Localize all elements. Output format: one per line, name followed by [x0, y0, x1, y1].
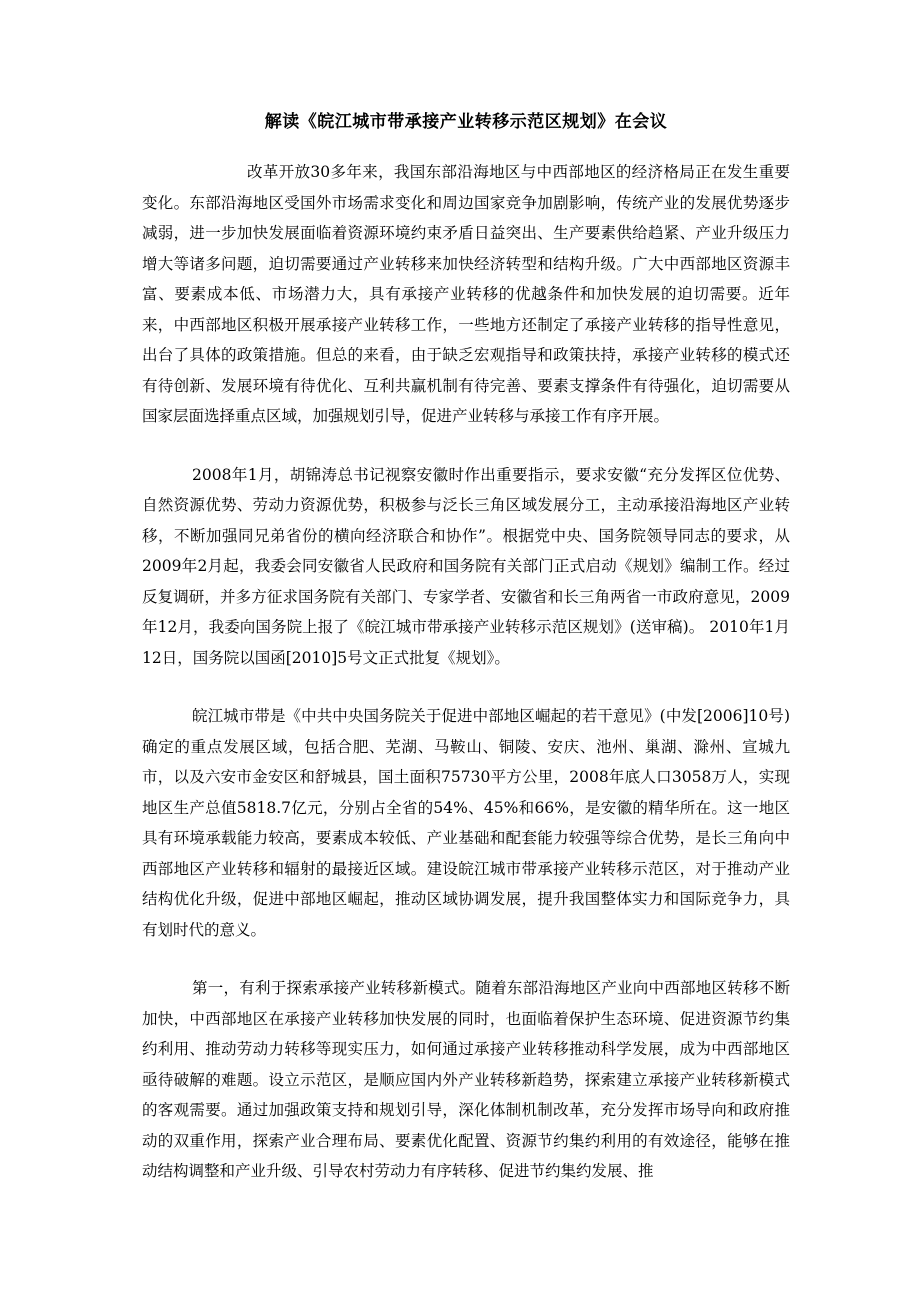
document-title: 解读《皖江城市带承接产业转移示范区规划》在会议: [264, 112, 668, 132]
paragraph-history: 2008年1月，胡锦涛总书记视察安徽时作出重要指示，要求安徽“充分发挥区位优势、自然资源优势、劳动力资源优势，积极参与泛长三角区域发展分工，主动承接沿海地区产业转移，不断加强同兄弟省份的横向经济联合和协作”。根据党中央、国务院领导同志的要求，从2009年2月起，我委会同安徽省人民政府和国务院有关部门正式启动《规划》编制工作。经过反复调研，并多方征求国务院有关部门、专家学者、安徽省和长三角两省一市政府意见，2009年12月，我委向国务院上报了《皖江城市带承接产业转移示范区规划》(送审稿)。 2010年1月12日，国务院以国函[2010]5号文正式批复《规划》。: [142, 465, 790, 667]
paragraph-background: 改革开放30多年来，我国东部沿海地区与中西部地区的经济格局正在发生重要变化。东部沿海地区受国外市场需求变化和周边国家竞争加剧影响，传统产业的发展优势逐步减弱，进一步加快发展面临着资源环境约束矛盾日益突出、生产要素供给趋紧、产业升级压力增大等诸多问题，迫切需要通过产业转移来加快经济转型和结构升级。广大中西部地区资源丰富、要素成本低、市场潜力大，具有承接产业转移的优越条件和加快发展的迫切需要。近年来，中西部地区积极开展承接产业转移工作，一些地方还制定了承接产业转移的指导性意见，出台了具体的政策措施。但总的来看，由于缺乏宏观指导和政策扶持，承接产业转移的模式还有待创新、发展环境有待优化、互利共赢机制有待完善、要素支撑条件有待强化，迫切需要从国家层面选择重点区域，加强规划引导，促进产业转移与承接工作有序开展。: [142, 163, 790, 425]
paragraph-region-overview: 皖江城市带是《中共中央国务院关于促进中部地区崛起的若干意见》(中发[2006]10号)确定的重点发展区域，包括合肥、芜湖、马鞍山、铜陵、安庆、池州、巢湖、滁州、宣城九市，以及六安市金安区和舒城县，国土面积75730平方公里，2008年底人口3058万人，实现地区生产总值5818.7亿元，分别占全省的54%、45%和66%，是安徽的精华所在。这一地区具有环境承载能力较高，要素成本较低、产业基础和配套能力较强等综合优势，是长三角向中西部地区产业转移和辐射的最接近区域。建设皖江城市带承接产业转移示范区，对于推动产业结构优化升级，促进中部地区崛起，推动区域协调发展，提升我国整体实力和国际竞争力，具有划时代的意义。: [142, 707, 790, 939]
paragraph-first-point: 第一，有利于探索承接产业转移新模式。随着东部沿海地区产业向中西部地区转移不断加快，中西部地区在承接产业转移加快发展的同时，也面临着保护生态环境、促进资源节约集约利用、推动劳动力转移等现实压力，如何通过承接产业转移推动科学发展，成为中西部地区亟待破解的难题。设立示范区，是顺应国内外产业转移新趋势，探索建立承接产业转移新模式的客观需要。通过加强政策支持和规划引导，深化体制机制改革，充分发挥市场导向和政府推动的双重作用，探索产业合理布局、要素优化配置、资源节约集约利用的有效途径，能够在推动结构调整和产业升级、引导农村劳动力有序转移、促进节约集约发展、推: [142, 979, 790, 1180]
document-page: [142, 110, 790, 1187]
